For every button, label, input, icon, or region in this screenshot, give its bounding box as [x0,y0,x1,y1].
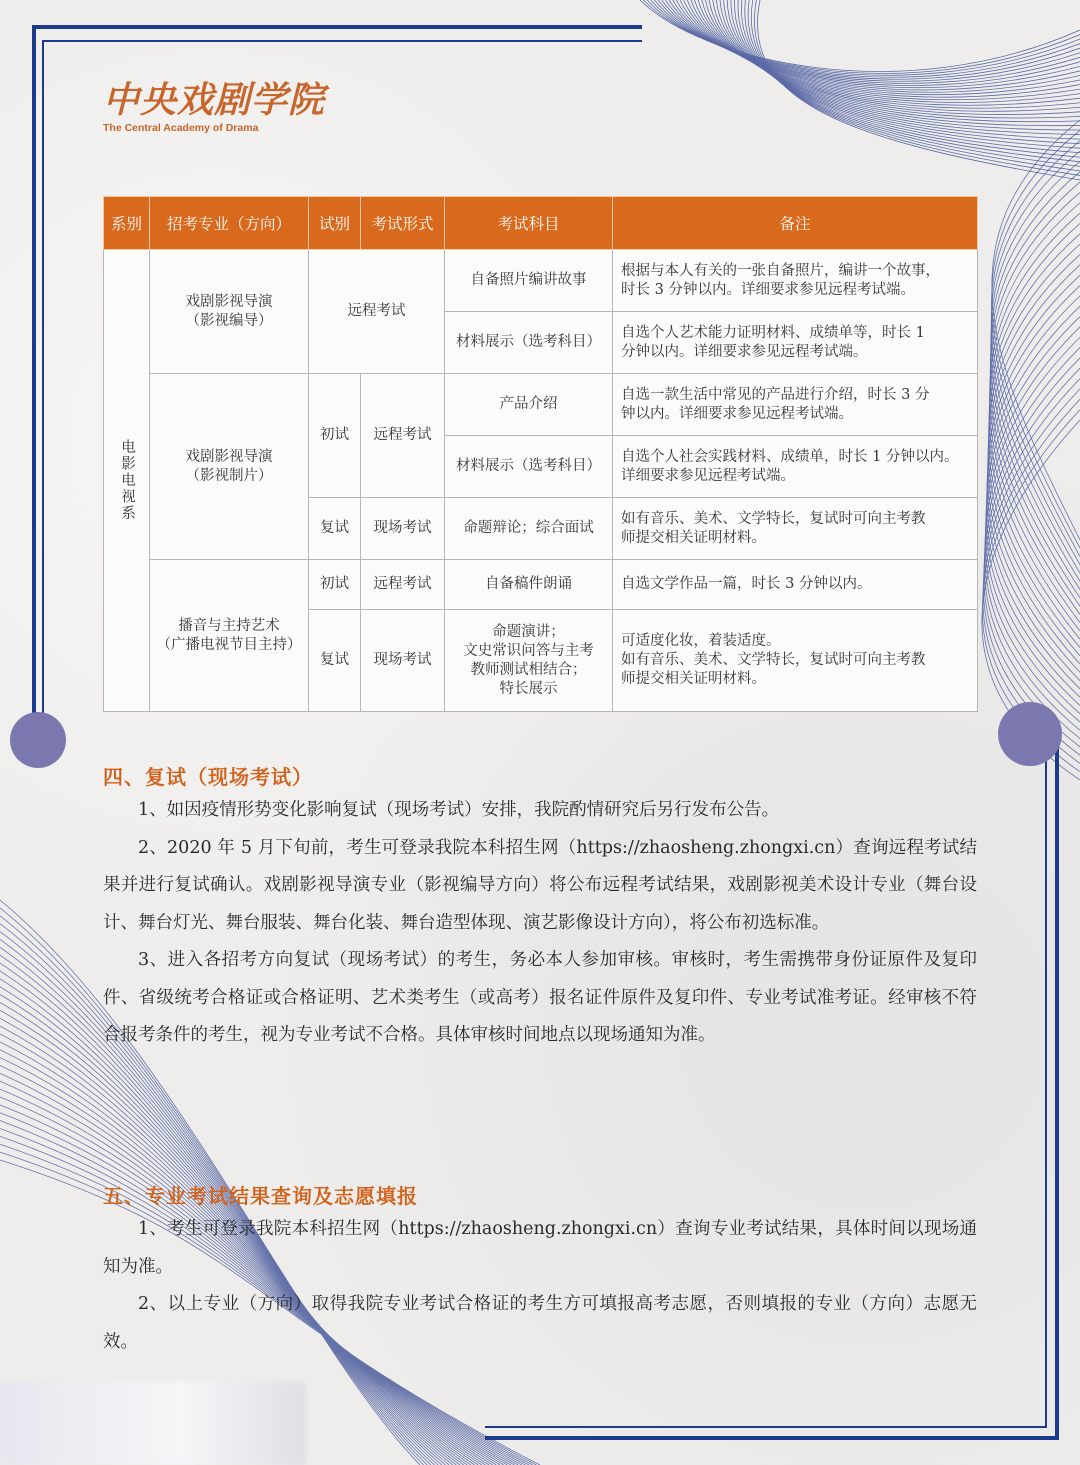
exam-form-cell: 远程考试 [309,250,445,374]
note-line: 详细要求参见远程考试端。 [621,467,795,484]
subject-cell: 自备照片编讲故事 [445,250,613,312]
table-header-cell: 系别 [104,197,150,250]
table-header-cell: 备注 [613,197,978,250]
subject-line: 特长展示 [499,680,558,697]
frame-top-inner-line [42,40,642,42]
program-name-line: （影视编导） [185,312,273,329]
department-cell: 电影电视系 [104,250,150,712]
note-cell [613,498,978,560]
logo-english-name: The Central Academy of Drama [103,122,259,134]
note-line: 时长 3 分钟以内。详细要求参见远程考试端。 [621,281,915,298]
section-title: 五、专业考试结果查询及志愿填报 [103,1184,418,1208]
paragraph: 1、如因疫情形势变化影响复试（现场考试）安排，我院酌情研究后另行发布公告。 [138,800,780,820]
decorative-circle-right [998,702,1062,766]
decorative-circle-left [10,712,66,768]
subject-line: 教师测试相结合； [470,661,587,678]
note-line: 钟以内。详细要求参见远程考试端。 [621,405,853,422]
note-line: 自选一款生活中常见的产品进行介绍，时长 3 分 [621,386,930,403]
blurred-watermark [0,1382,305,1465]
subject-cell: 产品介绍 [445,374,613,436]
subject-line: 命题演讲； [492,623,565,640]
note-cell [613,560,978,610]
table-row [104,374,978,436]
frame-left-line [32,25,36,737]
program-cell [150,250,309,374]
note-line: 分钟以内。详细要求参见远程考试端。 [621,343,868,360]
note-cell [613,374,978,436]
round-cell: 初试 [309,374,361,498]
note-cell [613,312,978,374]
note-line: 自选文学作品一篇，时长 3 分钟以内。 [621,576,872,592]
section-results [103,1181,977,1361]
program-name-line: （广播电视节目主持） [156,636,302,653]
note-line: 如有音乐、美术、文学特长，复试时可向主考教 [621,652,926,668]
frame-right-inner-line [1045,720,1047,1428]
note-line: 师提交相关证明材料。 [621,529,766,546]
form-cell: 远程考试 [361,374,445,498]
note-line: 自选个人艺术能力证明材料、成绩单等，时长 1 [621,324,925,341]
subject-cell: 命题辩论；综合面试 [445,498,613,560]
program-cell [150,560,309,712]
frame-bottom-line [485,1436,1059,1440]
table-header-cell: 考试科目 [445,197,613,250]
paragraph: 3、进入各招考方向复试（现场考试）的考生，务必本人参加审核。审核时，考生需携带身份证原件及复印件、省级统考合格证或合格证明、艺术类考生（或高考）报名证件原件及复印件、专业考试准考证。经审核不符合报考条件的考生，视为专业考试不合格。具体审核时间地点以现场通知为准。 [103,950,977,1045]
table-row [104,560,978,610]
exam-schedule-table [103,196,978,712]
paragraph: 1、考生可登录我院本科招生网（https://zhaosheng.zhongxi.cn）查询专业考试结果，具体时间以现场通知为准。 [103,1219,977,1277]
table-header-cell: 考试形式 [361,197,445,250]
program-name-line: 播音与主持艺术 [178,617,280,634]
program-name-line: 戏剧影视导演 [185,448,273,465]
note-line: 可适度化妆，着装适度。 [621,633,781,649]
round-cell: 初试 [309,560,361,610]
section-retest [103,762,977,1055]
program-name-line: （影视制片） [185,467,273,484]
subject-cell: 材料展示（选考科目） [445,312,613,374]
frame-right-line [1055,720,1059,1440]
form-cell: 现场考试 [361,498,445,560]
round-cell: 复试 [309,498,361,560]
table-header-cell: 招考专业（方向） [150,197,309,250]
note-cell [613,250,978,312]
note-cell [613,610,978,712]
form-cell: 现场考试 [361,610,445,712]
note-line: 如有音乐、美术、文学特长，复试时可向主考教 [621,510,926,527]
table-row [104,250,978,312]
subject-line: 文史常识问答与主考 [463,642,594,659]
round-cell: 复试 [309,610,361,712]
frame-bottom-inner-line [485,1426,1047,1428]
note-line: 师提交相关证明材料。 [621,671,766,687]
academy-logo [103,80,325,134]
note-line: 自选个人社会实践材料、成绩单，时长 1 分钟以内。 [621,448,959,465]
frame-top-line [32,25,642,29]
note-line: 根据与本人有关的一张自备照片，编讲一个故事， [621,262,940,279]
logo-chinese-name: 中央戏剧学院 [103,79,326,121]
frame-left-inner-line [42,40,44,730]
subject-cell [445,610,613,712]
program-name-line: 戏剧影视导演 [185,293,273,310]
subject-cell: 材料展示（选考科目） [445,436,613,498]
section-title: 四、复试（现场考试） [103,765,313,789]
paragraph: 2、2020 年 5 月下旬前，考生可登录我院本科招生网（https://zhaosheng.zhongxi.cn）查询远程考试结果并进行复试确认。戏剧影视导演专业（影视编导方向）将公布远程考试结果，戏剧影视美术设计专业（舞台设计、舞台灯光、舞台服装、舞台化装、舞台造型体现、演艺影像设计方向），将公布初选标准。 [103,837,977,933]
note-cell [613,436,978,498]
program-cell [150,374,309,560]
form-cell: 远程考试 [361,560,445,610]
paragraph: 2、以上专业（方向）取得我院专业考试合格证的考生方可填报高考志愿，否则填报的专业（方向）志愿无效。 [103,1294,977,1352]
table-header-cell: 试别 [309,197,361,250]
subject-cell: 自备稿件朗诵 [445,560,613,610]
table-header-row [104,197,978,250]
